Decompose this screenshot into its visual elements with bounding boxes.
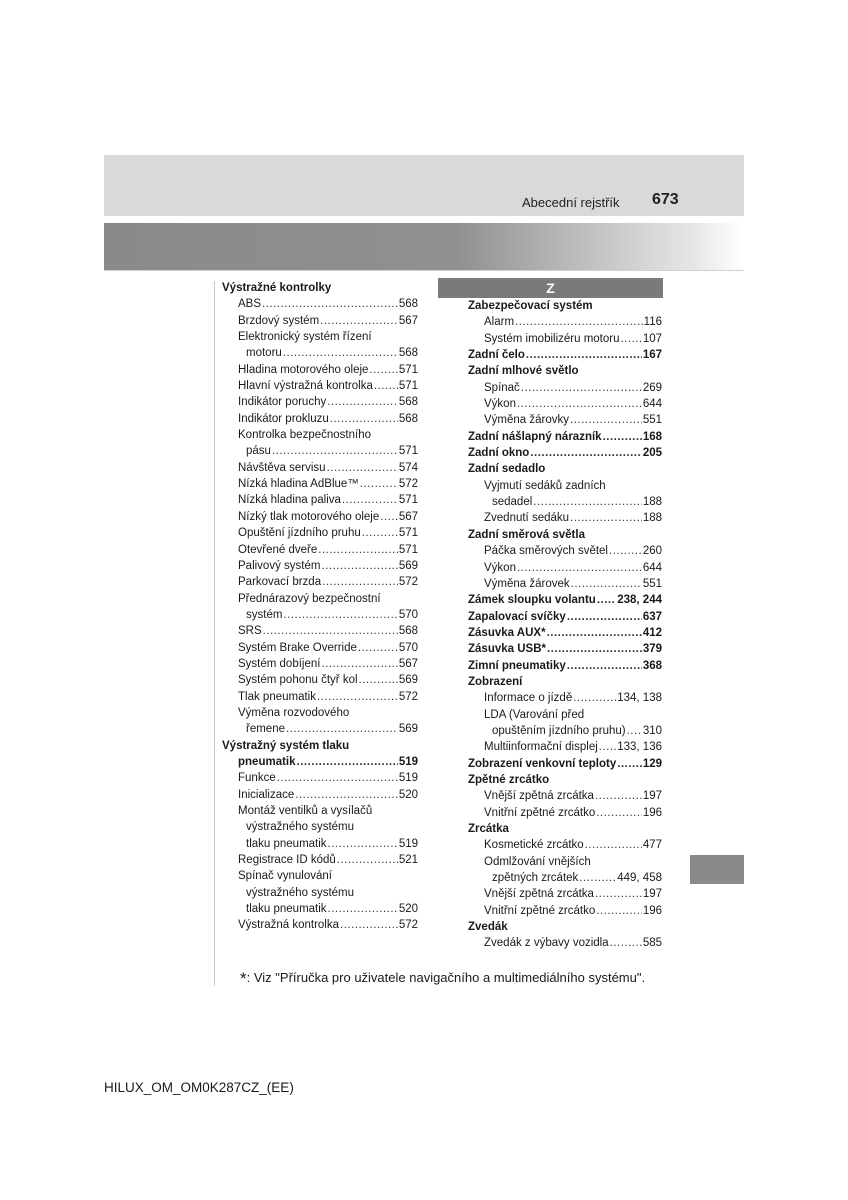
index-entry [468,527,662,543]
index-entry [222,443,418,459]
index-entry-text: Brzdový systém [238,314,320,327]
index-entry [468,494,662,510]
index-entry [222,852,418,868]
index-entry [468,854,662,870]
header-gradient-bar [104,223,744,270]
index-entry-page: 571 [398,445,418,458]
index-entry [222,705,418,721]
index-entry-page: 571 [398,380,418,393]
index-entry-text: pneumatik [238,755,296,768]
dot-leader [297,754,398,770]
dot-leader [533,494,642,510]
index-entry-text: Systém dobíjení [238,657,321,670]
index-entry-text: Spínač vynulování [238,870,332,883]
index-entry-text: Otevřené dveře [238,543,318,556]
footnote-star: * [240,969,247,988]
index-entry-text: Alarm [484,316,515,329]
index-entry-page: 568 [398,298,418,311]
index-entry-page: 567 [398,510,418,523]
dot-leader [337,852,398,868]
dot-leader [596,805,642,821]
index-entry-text: Vnitřní zpětné zrcátko [484,904,596,917]
index-entry-text: Výměna rozvodového [238,706,350,719]
dot-leader [263,623,398,639]
letter-heading-z: Z [438,278,663,298]
index-entry-text: Přednárazový bezpečnostní [238,592,381,605]
index-entry-text: Nízká hladina paliva [238,494,341,507]
index-entry [468,429,662,445]
dot-leader [321,558,397,574]
index-entry-page: 449, 458 [617,872,662,885]
index-column-right [468,298,662,952]
footnote-text: : Viz "Příručka pro uživatele navigačního a multimediálního systému". [246,970,646,985]
index-entry-text: Indikátor poruchy [238,396,327,409]
index-entry-text: Nízký tlak motorového oleje [238,510,380,523]
dot-leader [570,510,642,526]
index-entry [222,836,418,852]
index-entry-page: 571 [398,543,418,556]
index-entry [222,803,418,819]
index-entry [468,314,662,330]
index-entry-text: Nízká hladina AdBlue™ [238,478,359,491]
index-entry-page: 520 [398,788,418,801]
index-entry-page: 129 [642,757,662,770]
index-entry [222,738,418,754]
index-entry-text: výstražného systému [246,821,355,834]
header-band [104,155,744,216]
index-entry [468,739,662,755]
dot-leader [620,331,641,347]
index-entry [468,347,662,363]
index-entry-text: Funkce [238,772,276,785]
index-entry [222,574,418,590]
index-entry-page: 567 [398,314,418,327]
page-number: 673 [652,191,679,208]
index-entry [468,772,662,788]
dot-leader [567,609,642,625]
dot-leader [340,917,398,933]
index-entry-text: Návštěva servisu [238,461,326,474]
dot-leader [330,411,398,427]
index-entry-text: Zadní nášlapný nárazník [468,430,602,443]
index-entry-page: 644 [642,398,662,411]
dot-leader [595,788,642,804]
index-entry-text: Parkovací brzda [238,576,322,589]
index-entry [222,492,418,508]
index-entry-text: Výstražný systém tlaku [222,739,350,752]
index-entry [222,296,418,312]
index-entry-page: 519 [398,837,418,850]
dot-leader [530,445,641,461]
index-entry-text: Zpětné zrcátko [468,773,550,786]
index-entry-page: 572 [398,690,418,703]
index-entry-text: Tlak pneumatik [238,690,316,703]
index-entry-page: 310 [642,724,662,737]
index-entry-page: 116 [643,316,662,329]
index-entry-page: 197 [642,790,662,803]
index-entry [222,689,418,705]
dot-leader [283,345,398,361]
index-entry-text: Zásuvka USB* [468,643,546,656]
dot-leader [547,625,642,641]
dot-leader [595,886,642,902]
index-entry [468,592,662,608]
index-entry [222,672,418,688]
index-entry-page: 570 [398,608,418,621]
index-entry-text: Zadní sedadlo [468,463,546,476]
index-entry-text: Inicializace [238,788,295,801]
index-entry [222,640,418,656]
index-entry-page: 520 [398,903,418,916]
index-entry-text: systém [246,608,283,621]
index-entry [468,478,662,494]
index-entry-text: Výkon [484,398,516,411]
index-entry-text: Zapalovací svíčky [468,610,566,623]
index-entry [468,788,662,804]
index-entry [468,363,662,379]
index-entry [468,380,662,396]
dot-leader [374,378,398,394]
index-entry [468,821,662,837]
index-entry [468,396,662,412]
index-entry-page: 572 [398,576,418,589]
index-entry-page: 572 [398,919,418,932]
index-entry-page: 133, 136 [617,741,662,754]
index-entry [222,623,418,639]
index-entry-text: Zvedák z výbavy vozidla [484,937,609,950]
index-entry-page: 569 [398,723,418,736]
index-entry [468,331,662,347]
index-entry [468,690,662,706]
index-entry [468,935,662,951]
index-entry-text: Zadní čelo [468,349,525,362]
index-entry-page: 521 [398,854,418,867]
index-entry [468,298,662,314]
index-entry-text: Vnitřní zpětné zrcátko [484,806,596,819]
index-entry [222,901,418,917]
index-entry-text: pásu [246,445,271,458]
dot-leader [579,870,616,886]
dot-leader [362,525,398,541]
index-entry-text: Kontrolka bezpečnostního [238,429,371,442]
dot-leader [517,560,642,576]
index-entry [468,560,662,576]
index-entry [222,362,418,378]
index-entry-page: 567 [398,657,418,670]
dot-leader [328,836,398,852]
index-entry-text: Elektronický systém řízení [238,331,372,344]
index-entry-page: 637 [642,610,662,623]
index-entry-text: sedadel [492,496,533,509]
dot-leader [358,640,398,656]
dot-leader [359,672,398,688]
dot-leader [318,542,398,558]
index-entry-text: Výměna žárovek [484,577,570,590]
dot-leader [526,347,642,363]
index-entry-page: 568 [398,412,418,425]
dot-leader [360,476,398,492]
dot-leader [571,576,642,592]
index-entry-page: 188 [642,496,662,509]
index-entry-page: 571 [398,527,418,540]
dot-leader [320,313,398,329]
index-entry-text: Hlavní výstražná kontrolka [238,380,373,393]
index-entry-page: 197 [642,888,662,901]
index-entry [468,805,662,821]
document-code: HILUX_OM_OM0K287CZ_(EE) [104,1080,294,1095]
index-entry-text: Informace o jízdě [484,692,573,705]
index-entry [468,837,662,853]
index-entry-text: Palivový systém [238,559,321,572]
index-entry-page: 368 [642,659,662,672]
index-entry-text: Páčka směrových světel [484,545,608,558]
index-entry [222,378,418,394]
index-entry-page: 572 [398,478,418,491]
index-entry-page: 569 [398,559,418,572]
index-entry-page: 134, 138 [617,692,662,705]
index-entry-text: Zrcátka [468,823,509,835]
index-entry-text: tlaku pneumatik [246,837,327,850]
index-entry [222,411,418,427]
index-entry [222,329,418,345]
index-entry-page: 551 [642,414,662,427]
index-entry-text: Multiinformační displej [484,741,598,754]
index-entry [222,721,418,737]
index-entry [222,885,418,901]
index-entry-page: 412 [642,626,662,639]
index-entry-page: 551 [642,577,662,590]
index-entry [222,280,418,296]
index-entry-page: 205 [642,447,662,460]
dot-leader [295,787,398,803]
index-entry-text: výstražného systému [246,886,355,899]
index-entry-page: 519 [398,772,418,785]
dot-leader [283,607,397,623]
dot-leader [599,739,616,755]
index-entry-text: motoru [246,347,282,360]
dot-leader [380,509,398,525]
index-entry [468,445,662,461]
dot-leader [627,723,642,739]
index-entry [468,674,662,690]
index-entry [222,394,418,410]
index-entry-text: Montáž ventilků a vysílačů [238,805,373,817]
index-entry-text: Vyjmutí sedáků zadních [484,479,606,492]
index-entry-page: 570 [398,641,418,654]
header-divider [104,270,744,271]
dot-leader [597,592,616,608]
index-entry [222,313,418,329]
index-entry-text: Indikátor prokluzu [238,412,329,425]
dot-leader [567,658,642,674]
index-entry [222,819,418,835]
index-entry [468,870,662,886]
index-entry [222,591,418,607]
index-entry-page: 379 [642,643,662,656]
index-entry-text: LDA (Varování před [484,708,585,721]
index-entry [468,723,662,739]
dot-leader [596,903,642,919]
index-entry-text: SRS [238,625,262,638]
index-entry-page: 568 [398,396,418,409]
dot-leader [317,689,398,705]
dot-leader [515,314,643,330]
dot-leader [321,656,397,672]
index-entry-text: tlaku pneumatik [246,903,327,916]
footnote [240,967,645,987]
index-entry [468,510,662,526]
index-entry-page: 644 [642,561,662,574]
dot-leader [272,443,398,459]
column-divider [214,281,215,986]
dot-leader [342,492,398,508]
index-entry-text: Registrace ID kódů [238,854,336,867]
index-entry-text: ABS [238,298,262,311]
index-entry [468,625,662,641]
dot-leader [262,296,398,312]
index-entry [222,509,418,525]
index-entry-page: 269 [642,381,662,394]
index-entry [468,461,662,477]
dot-leader [286,721,398,737]
index-entry [222,787,418,803]
index-entry-text: Zimní pneumatiky [468,659,566,672]
index-entry-page: 519 [398,755,418,768]
index-entry [468,641,662,657]
index-entry [468,658,662,674]
index-entry-page: 196 [642,904,662,917]
index-entry-page: 196 [642,806,662,819]
index-entry-text: Spínač [484,381,520,394]
index-entry [468,707,662,723]
index-entry-text: Zadní směrová světla [468,528,585,541]
index-entry-page: 168 [642,430,662,443]
index-entry [222,754,418,770]
index-entry-page: 260 [642,545,662,558]
index-entry [222,917,418,933]
index-entry [468,756,662,772]
index-entry-page: 569 [398,674,418,687]
index-entry-text: Opuštění jízdního pruhu [238,527,361,540]
dot-leader [573,690,616,706]
index-entry-text: Zámek sloupku volantu [468,594,596,607]
dot-leader [521,380,642,396]
index-entry [468,543,662,559]
index-entry-page: 571 [398,363,418,376]
index-entry [222,542,418,558]
index-column-left [222,280,418,934]
index-entry-page: 107 [642,332,662,345]
index-entry [222,345,418,361]
index-entry-page: 238, 244 [617,594,662,607]
dot-leader [617,756,642,772]
index-entry [468,919,662,935]
index-entry-text: Výkon [484,561,516,574]
index-entry [222,460,418,476]
index-entry-text: Odmlžování vnějších [484,855,591,868]
dot-leader [610,935,642,951]
index-entry [222,868,418,884]
index-entry-text: Výstražná kontrolka [238,919,339,932]
dot-leader [609,543,642,559]
dot-leader [327,460,398,476]
dot-leader [369,362,397,378]
index-entry [468,576,662,592]
index-entry [222,656,418,672]
dot-leader [517,396,642,412]
index-entry-page: 574 [398,461,418,474]
index-entry-text: Vnější zpětná zrcátka [484,888,594,901]
index-entry [222,476,418,492]
index-entry-text: Zobrazení venkovní teploty [468,757,617,770]
index-entry-text: Výstražné kontrolky [222,282,332,294]
dot-leader [603,429,642,445]
index-entry-text: Systém pohonu čtyř kol [238,674,358,687]
thumb-index-tab [690,855,744,884]
index-entry-text: Zadní mlhové světlo [468,365,579,378]
index-entry-text: Zásuvka AUX* [468,626,546,639]
index-entry [222,558,418,574]
index-entry-text: Hladina motorového oleje [238,363,369,376]
index-entry-page: 188 [642,512,662,525]
index-entry-page: 568 [398,625,418,638]
dot-leader [277,770,398,786]
dot-leader [547,641,642,657]
index-entry [222,525,418,541]
index-entry-text: Výměna žárovky [484,414,570,427]
dot-leader [570,412,642,428]
index-entry-text: Zobrazení [468,675,523,688]
index-entry-text: Kosmetické zrcátko [484,839,584,852]
index-entry-text: Zabezpečovací systém [468,300,593,312]
index-entry [468,886,662,902]
index-entry-page: 571 [398,494,418,507]
dot-leader [327,394,398,410]
index-entry-page: 585 [642,937,662,950]
index-entry-text: zpětných zrcátek [492,872,579,885]
index-entry-page: 568 [398,347,418,360]
index-entry-text: Systém imobilizéru motoru [484,332,620,345]
index-entry-text: řemene [246,723,285,736]
index-entry-page: 477 [642,839,662,852]
dot-leader [585,837,642,853]
index-entry [468,609,662,625]
dot-leader [322,574,398,590]
index-entry [222,607,418,623]
dot-leader [328,901,398,917]
section-title: Abecední rejstřík [522,195,620,210]
index-entry [222,770,418,786]
index-entry-text: Zvedák [468,921,508,934]
index-entry-text: Zadní okno [468,447,530,460]
index-entry [468,412,662,428]
index-entry-text: Zvednutí sedáku [484,512,570,525]
index-entry [222,427,418,443]
index-entry [468,903,662,919]
index-entry-text: opuštěním jízdního pruhu) [492,724,626,737]
index-entry-text: Vnější zpětná zrcátka [484,790,594,803]
index-entry-page: 167 [642,349,662,362]
index-entry-text: Systém Brake Override [238,641,357,654]
